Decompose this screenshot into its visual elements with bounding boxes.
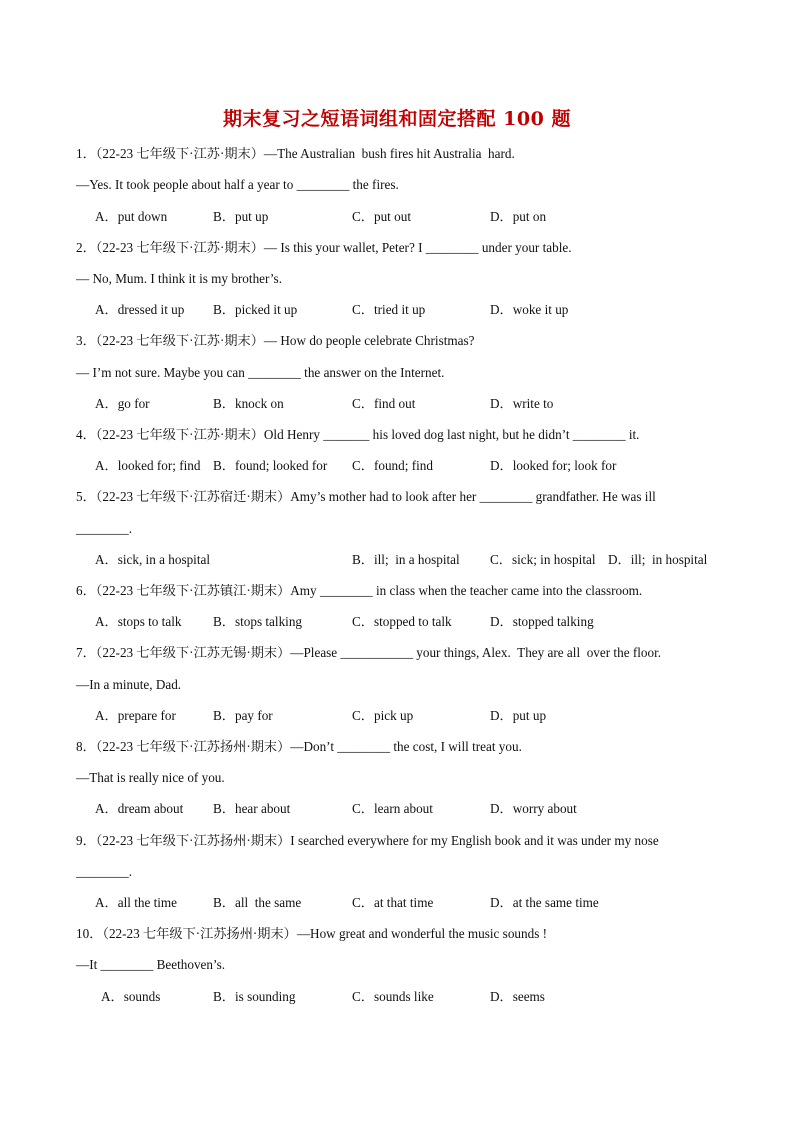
question-6-option-a[interactable]: A．stops to talk <box>95 614 182 629</box>
question-8-option-c[interactable]: C．learn about <box>352 801 433 816</box>
question-4-stem-line-1: 4．（22-23 七年级下·江苏·期末）Old Henry _______ his loved dog last night, but he didn’t ________ it. <box>76 427 640 442</box>
question-3-option-b[interactable]: B．knock on <box>213 396 284 411</box>
question-1-option-d[interactable]: D．put on <box>490 209 547 224</box>
question-5-option-b[interactable]: B．ill; in a hospital <box>352 552 460 567</box>
question-7-option-d[interactable]: D．put up <box>490 708 547 723</box>
question-3-stem-line-1: 3．（22-23 七年级下·江苏·期末）— How do people celebrate Christmas? <box>76 333 475 348</box>
question-2-option-a[interactable]: A．dressed it up <box>95 302 185 317</box>
question-10-option-a[interactable]: A．sounds <box>101 989 161 1004</box>
question-3-option-d[interactable]: D．write to <box>490 396 554 411</box>
question-3-stem-line-2: — I’m not sure. Maybe you can ________ the answer on the Internet. <box>76 365 445 380</box>
question-3-option-a[interactable]: A．go for <box>95 396 150 411</box>
question-4-option-b[interactable]: B．found; looked for <box>213 458 328 473</box>
question-7-option-a[interactable]: A．prepare for <box>95 708 176 723</box>
question-6-stem-line-1: 6．（22-23 七年级下·江苏镇江·期末）Amy ________ in class when the teacher came into the classroom. <box>76 583 643 598</box>
question-5-stem-line-1: 5．（22-23 七年级下·江苏宿迁·期末）Amy’s mother had to look after her ________ grandfather. He was ill <box>76 489 656 504</box>
question-6-option-b[interactable]: B．stops talking <box>213 614 303 629</box>
question-8-option-a[interactable]: A．dream about <box>95 801 184 816</box>
question-1-option-b[interactable]: B．put up <box>213 209 269 224</box>
question-9-option-b[interactable]: B．all the same <box>213 895 302 910</box>
question-7-option-b[interactable]: B．pay for <box>213 708 273 723</box>
question-10-option-c[interactable]: C．sounds like <box>352 989 434 1004</box>
question-6-option-c[interactable]: C．stopped to talk <box>352 614 452 629</box>
question-1-option-a[interactable]: A．put down <box>95 209 168 224</box>
question-2-option-b[interactable]: B．picked it up <box>213 302 298 317</box>
question-1-stem-line-1: 1．（22-23 七年级下·江苏·期末）—The Australian bush fires hit Australia hard. <box>76 146 515 161</box>
question-2-stem-line-2: — No, Mum. I think it is my brother’s. <box>76 271 282 286</box>
question-8-stem-line-2: —That is really nice of you. <box>76 770 225 785</box>
question-10-option-b[interactable]: B．is sounding <box>213 989 296 1004</box>
question-5-stem-line-2: ________. <box>76 521 133 536</box>
question-5-option-c[interactable]: C．sick; in hospital <box>490 552 596 567</box>
question-9-option-c[interactable]: C．at that time <box>352 895 434 910</box>
question-10-stem-line-2: —It ________ Beethoven’s. <box>76 957 226 972</box>
question-9-option-d[interactable]: D．at the same time <box>490 895 599 910</box>
question-8-option-d[interactable]: D．worry about <box>490 801 577 816</box>
page-title: 期末复习之短语词组和固定搭配 100 题 <box>223 108 571 130</box>
question-2-option-d[interactable]: D．woke it up <box>490 302 569 317</box>
question-10-option-d[interactable]: D．seems <box>490 989 545 1004</box>
question-1-option-c[interactable]: C．put out <box>352 209 411 224</box>
question-3-option-c[interactable]: C．find out <box>352 396 416 411</box>
question-2-option-c[interactable]: C．tried it up <box>352 302 426 317</box>
question-7-stem-line-2: —In a minute, Dad. <box>76 677 182 692</box>
question-7-option-c[interactable]: C．pick up <box>352 708 414 723</box>
question-9-stem-line-1: 9．（22-23 七年级下·江苏扬州·期末）I searched everywhere for my English book and it was under my nose <box>76 833 659 848</box>
question-9-option-a[interactable]: A．all the time <box>95 895 178 910</box>
question-5-option-a[interactable]: A．sick, in a hospital <box>95 552 211 567</box>
question-4-option-d[interactable]: D．looked for; look for <box>490 458 617 473</box>
question-4-option-a[interactable]: A．looked for; find <box>95 458 201 473</box>
question-6-option-d[interactable]: D．stopped talking <box>490 614 594 629</box>
question-1-stem-line-2: —Yes. It took people about half a year to ________ the fires. <box>76 177 399 192</box>
question-4-option-c[interactable]: C．found; find <box>352 458 433 473</box>
question-7-stem-line-1: 7．（22-23 七年级下·江苏无锡·期末）—Please ___________ your things, Alex. They are all over the floor. <box>76 645 662 660</box>
question-9-stem-line-2: ________. <box>76 864 133 879</box>
question-2-stem-line-1: 2．（22-23 七年级下·江苏·期末）— Is this your wallet, Peter? I ________ under your table. <box>76 240 572 255</box>
question-10-stem-line-1: 10．（22-23 七年级下·江苏扬州·期末）—How great and wonderful the music sounds ! <box>76 926 548 941</box>
question-8-stem-line-1: 8．（22-23 七年级下·江苏扬州·期末）—Don’t ________ the cost, I will treat you. <box>76 739 522 754</box>
question-8-option-b[interactable]: B．hear about <box>213 801 291 816</box>
question-5-option-d[interactable]: D．ill; in hospital <box>608 552 708 567</box>
